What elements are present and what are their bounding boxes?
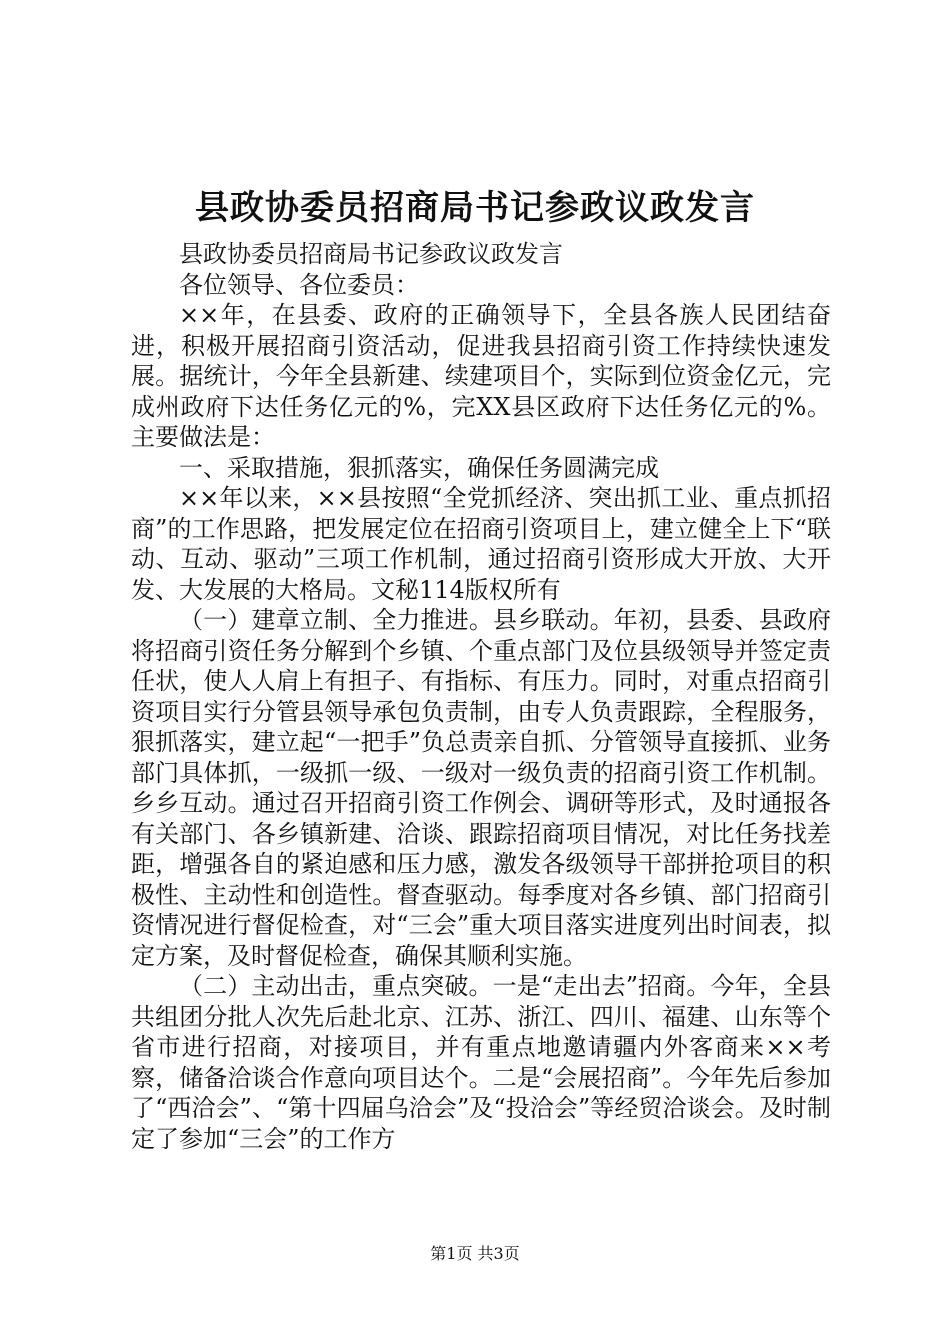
- page-footer: 第1页 共3页: [430, 1244, 520, 1263]
- paragraph-overview: ××年以来，××县按照“全党抓经济、突出抓工业、重点抓招商”的工作思路，把发展定位在招商引资项目上，建立健全上下“联动、互动、驱动”三项工作机制，通过招商引资形成大开放、大开发、大发展的大格局。文秘114版权所有: [131, 484, 831, 604]
- paragraph-salutation: 各位领导、各位委员：: [179, 270, 419, 299]
- paragraph-part-2: （二）主动出击，重点突破。一是“走出去”招商。今年，全县共组团分批人次先后赴北京、江苏、浙江、四川、福建、山东等个省市进行招商，对接项目，并有重点地邀请疆内外客商来××考察，储备洽谈合作意向项目达个。二是“会展招商”。今年先后参加了“西洽会”、“第十四届乌洽会”及“投洽会”等经贸洽谈会。及时制定了参加“三会”的工作方: [131, 972, 831, 1153]
- paragraph-part-1: （一）建章立制、全力推进。县乡联动。年初，县委、县政府将招商引资任务分解到个乡镇、个重点部门及位县级领导并签定责任状，使人人肩上有担子、有指标、有压力。同时，对重点招商引资项目实行分管县领导承包负责制，由专人负责跟踪，全程服务，狠抓落实，建立起“一把手”负总责亲自抓、分管领导直接抓、业务部门具体抓，一级抓一级、一级对一级负责的招商引资工作机制。乡乡互动。通过召开招商引资工作例会、调研等形式，及时通报各有关部门、各乡镇新建、洽谈、跟踪招商项目情况，对比任务找差距，增强各自的紧迫感和压力感，激发各级领导干部拼抢项目的积极性、主动性和创造性。督查驱动。每季度对各乡镇、部门招商引资情况进行督促检查，对“三会”重大项目落实进度列出时间表，拟定方案，及时督促检查，确保其顺利实施。: [131, 606, 831, 970]
- section-heading-1: 一、采取措施，狠抓落实，确保任务圆满完成: [179, 453, 659, 482]
- document-body: [131, 239, 831, 1154]
- paragraph-subtitle: 县政协委员招商局书记参政议政发言: [179, 240, 563, 268]
- paragraph-intro: ××年，在县委、政府的正确领导下，全县各族人民团结奋进，积极开展招商引资活动，促进我县招商引资工作持续快速发展。据统计，今年全县新建、续建项目个，实际到位资金亿元，完成州政府下达任务亿元的%，完XX县区政府下达任务亿元的%。主要做法是：: [131, 301, 831, 451]
- document-title: 县政协委员招商局书记参政议政发言: [195, 188, 755, 228]
